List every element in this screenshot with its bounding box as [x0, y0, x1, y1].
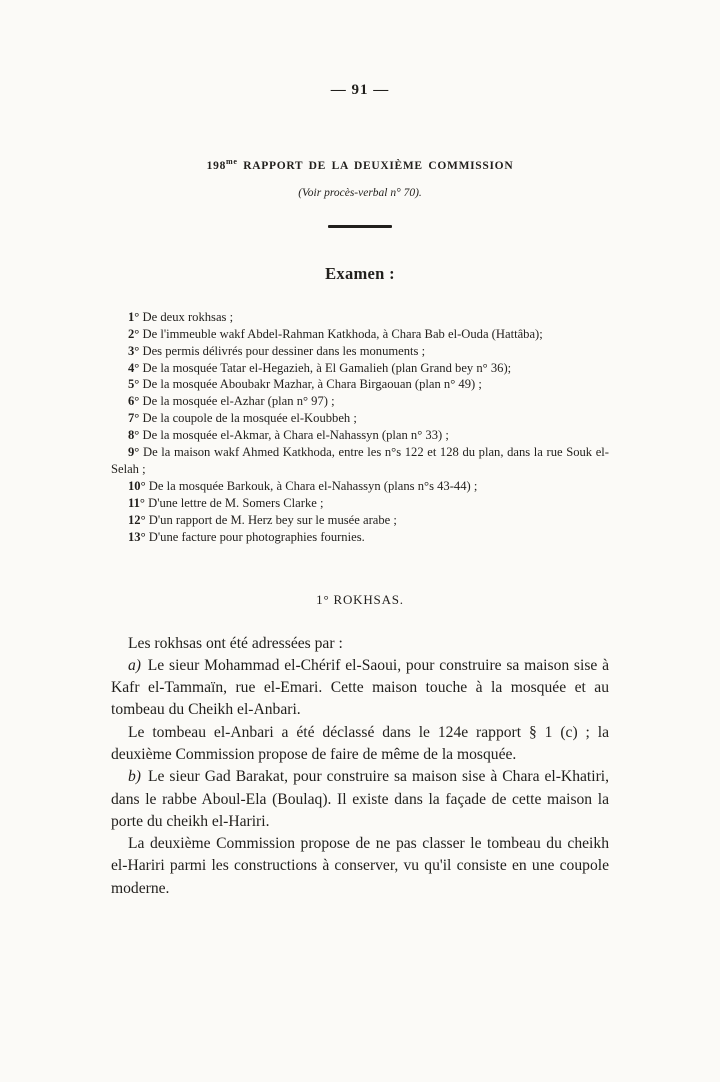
item-number: 6°: [128, 394, 140, 409]
item-number: 8°: [128, 428, 140, 443]
item-number: 1°: [128, 309, 140, 324]
report-title: [111, 157, 609, 172]
body-text: [111, 633, 609, 901]
item-number: 5°: [128, 377, 140, 392]
report-subtitle: (Voir procès-verbal n° 70).: [298, 186, 422, 199]
examen-heading: Examen :: [325, 263, 395, 283]
examen-list-item: [111, 512, 609, 529]
item-text: De deux rokhsas ;: [142, 309, 234, 324]
item-text: De la mosquée Tatar el-Hegazieh, à El Gamalieh (plan Grand bey n° 36);: [142, 360, 512, 375]
page-number: — 91 —: [330, 82, 390, 98]
examen-list-item: [111, 326, 609, 343]
paragraph-intro: [111, 633, 609, 655]
item-text: Des permis délivrés pour dessiner dans les monuments ;: [142, 343, 426, 358]
item-number: 9°: [128, 445, 140, 460]
item-number: 12°: [128, 512, 146, 527]
divider-rule: [328, 225, 392, 228]
item-number: 4°: [128, 360, 140, 375]
examen-list-item: [111, 427, 609, 444]
examen-list-item: [111, 529, 609, 546]
section-heading: [111, 592, 609, 608]
report-number-suffix: me: [226, 157, 238, 166]
intro-text: Les rokhsas ont été adressées par :: [128, 634, 343, 652]
paragraph-a-label: a): [128, 656, 141, 674]
paragraph-b-label: b): [128, 768, 141, 786]
examen-list-item: [111, 376, 609, 393]
section-title: ROKHSAS.: [333, 591, 404, 607]
item-text: D'un rapport de M. Herz bey sur le musée arabe ;: [148, 512, 397, 527]
item-text: De la maison wakf Ahmed Katkhoda, entre les n°s 122 et 128 du plan, dans la rue Souk el-Selah ;: [111, 445, 609, 476]
item-number: 7°: [128, 411, 140, 426]
report-title-text: RAPPORT DE LA DEUXIÈME COMMISSION: [237, 159, 514, 172]
item-text: De la mosquée el-Azhar (plan n° 97) ;: [142, 394, 335, 409]
item-number: 11°: [128, 495, 145, 510]
item-text: D'une lettre de M. Somers Clarke ;: [148, 495, 324, 510]
examen-list-item: [111, 360, 609, 377]
examen-list-item: [111, 393, 609, 410]
report-number: 198: [206, 159, 227, 172]
section-number: 1°: [316, 591, 330, 607]
paragraph-conclusion: La deuxième Commission propose de ne pas classer le tombeau du cheikh el-Hariri parmi les constructions à conserver, vu qu'il consiste en une coupole moderne.: [111, 835, 609, 897]
item-text: De la mosquée Aboubakr Mazhar, à Chara Birgaouan (plan n° 49) ;: [142, 377, 482, 392]
item-text: D'une facture pour photographies fournies.: [148, 529, 365, 544]
item-text: De la mosquée Barkouk, à Chara el-Nahassyn (plans n°s 43-44) ;: [148, 478, 478, 493]
item-number: 2°: [128, 326, 140, 341]
page-content: [111, 82, 609, 900]
paragraph-b: [111, 766, 609, 833]
paragraph-tombeau: Le tombeau el-Anbari a été déclassé dans le 124e rapport § 1 (c) ; la deuxième Commission propose de faire de même de la mosquée.: [111, 723, 609, 763]
examen-list-item: [111, 444, 609, 478]
item-text: De l'immeuble wakf Abdel-Rahman Katkhoda, à Chara Bab el-Ouda (Hattâba);: [142, 326, 543, 341]
examen-list: [111, 309, 609, 546]
item-number: 3°: [128, 343, 140, 358]
examen-list-item: [111, 478, 609, 495]
item-number: 13°: [128, 529, 146, 544]
paragraph-a: [111, 655, 609, 722]
item-number: 10°: [128, 478, 146, 493]
examen-list-item: [111, 309, 609, 326]
examen-list-item: [111, 410, 609, 427]
paragraph-b-text: Le sieur Gad Barakat, pour construire sa maison sise à Chara el-Khatiri, dans le rabbe Aboul-Ela (Boulaq). Il existe dans la façade de cette maison la porte du cheikh el-Hariri.: [111, 768, 609, 830]
item-text: De la coupole de la mosquée el-Koubbeh ;: [142, 411, 357, 426]
examen-list-item: [111, 495, 609, 512]
examen-list-item: [111, 343, 609, 360]
item-text: De la mosquée el-Akmar, à Chara el-Nahassyn (plan n° 33) ;: [142, 428, 449, 443]
paragraph-a-text: Le sieur Mohammad el-Chérif el-Saoui, pour construire sa maison sise à Kafr el-Tammaïn, rue el-Emari. Cette maison touche à la mosquée et au tombeau du Cheikh el-Anbari.: [111, 656, 610, 719]
